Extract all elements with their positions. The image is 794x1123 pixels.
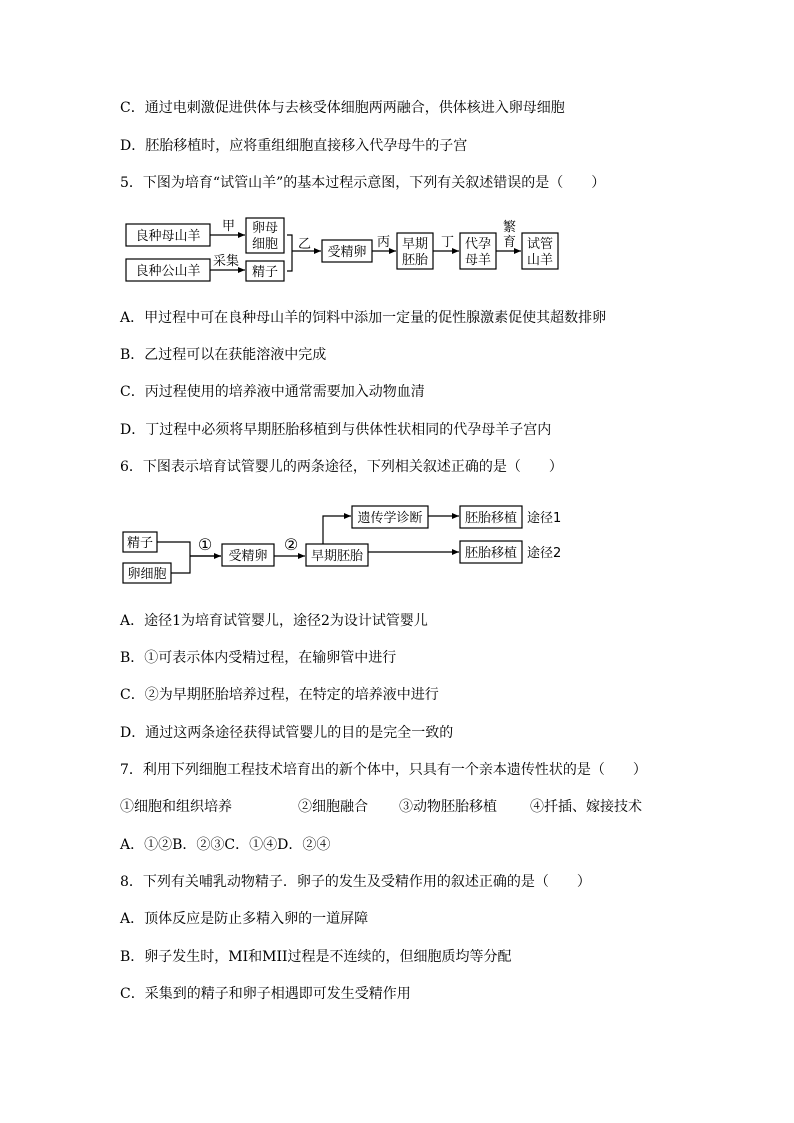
q6-box-genetic-diagnosis-text: 遗传学诊断 <box>357 511 423 526</box>
q6-option-d: D．通过这两条途径获得试管婴儿的目的是完全一致的 <box>120 725 454 741</box>
q5-box-oocyte-text-1: 卵母 <box>251 221 279 236</box>
q6-route-1-label: 途径1 <box>527 511 562 526</box>
q6-option-a: A．途径1为培育试管婴儿，途径2为设计试管婴儿 <box>120 613 428 629</box>
q5-label-bing: 丙 <box>377 235 391 250</box>
q6-option-b: B．①可表示体内受精过程，在输卵管中进行 <box>120 650 397 666</box>
q4-option-d: D．胚胎移植时，应将重组细胞直接移入代孕母牛的子宫 <box>120 138 468 154</box>
q5-label-fanyu-2: 育 <box>503 235 517 250</box>
q6-branch-up <box>323 516 351 544</box>
q7-item-3: ③动物胚胎移植 <box>399 799 497 815</box>
q5-box-zygote-text: 受精卵 <box>327 245 367 260</box>
q7-item-1: ①细胞和组织培养 <box>120 799 232 815</box>
q6-box-early-embryo-text: 早期胚胎 <box>310 549 364 564</box>
q5-label-fanyu-1: 繁 <box>503 220 517 235</box>
q6-box-sperm-text: 精子 <box>126 536 154 551</box>
q4-option-c: C．通过电刺激促进供体与去核受体细胞两两融合，供体核进入卵母细胞 <box>120 100 565 116</box>
q5-bracket <box>287 235 296 271</box>
q5-label-caiji: 采集 <box>213 254 240 269</box>
q5-stem: 5．下图为培育“试管山羊”的基本过程示意图，下列有关叙述错误的是（ ） <box>120 175 606 191</box>
q6-box-transfer-1-text: 胚胎移植 <box>464 511 518 526</box>
q7-item-4: ④扦插、嫁接技术 <box>530 799 642 815</box>
q5-box-male-goat-text: 良种公山羊 <box>135 264 201 279</box>
q6-diagram <box>120 500 580 585</box>
q5-box-sperm-text: 精子 <box>251 265 279 280</box>
q5-box-early-embryo-text-1: 早期 <box>401 237 429 252</box>
q8-option-c: C．采集到的精子和卵子相遇即可发生受精作用 <box>120 986 411 1002</box>
q8-option-a: A．顶体反应是防止多精入卵的一道屏障 <box>120 911 369 927</box>
q6-box-egg-text: 卵细胞 <box>127 567 167 582</box>
q7-item-2: ②细胞融合 <box>298 799 368 815</box>
q6-box-zygote-text: 受精卵 <box>228 549 268 564</box>
q5-box-surrogate-text-2: 母羊 <box>464 253 492 268</box>
q5-label-yi: 乙 <box>298 237 312 252</box>
q6-step-2: ② <box>283 535 299 554</box>
q7-stem: 7．利用下列细胞工程技术培育出的新个体中，只具有一个亲本遗传性状的是（ ） <box>120 762 647 778</box>
q5-box-test-tube-goat-text-2: 山羊 <box>526 253 554 268</box>
q5-diagram <box>120 212 570 287</box>
q5-box-early-embryo-text-2: 胚胎 <box>401 253 429 268</box>
q5-box-female-goat-text: 良种母山羊 <box>135 229 201 244</box>
q7-options: A．①②B．②③C．①④D．②④ <box>120 837 331 853</box>
q5-box-oocyte-text-2: 细胞 <box>251 237 279 252</box>
q6-step-1: ① <box>197 535 213 554</box>
q5-option-c: C．丙过程使用的培养液中通常需要加入动物血清 <box>120 384 425 400</box>
q6-box-transfer-2-text: 胚胎移植 <box>464 546 518 561</box>
q5-option-d: D．丁过程中必须将早期胚胎移植到与供体性状相同的代孕母羊子宫内 <box>120 422 552 438</box>
q6-stem: 6．下图表示培育试管婴儿的两条途径，下列相关叙述正确的是（ ） <box>120 459 563 475</box>
q5-option-a: A．甲过程中可在良种母山羊的饲料中添加一定量的促性腺激素促使其超数排卵 <box>120 310 607 326</box>
q6-route-2-label: 途径2 <box>527 546 562 561</box>
q5-box-test-tube-goat-text-1: 试管 <box>526 237 554 252</box>
q8-option-b: B．卵子发生时，MI和MII过程是不连续的，但细胞质均等分配 <box>120 949 512 965</box>
q5-label-jia: 甲 <box>222 219 236 234</box>
q6-option-c: C．②为早期胚胎培养过程，在特定的培养液中进行 <box>120 687 439 703</box>
q5-box-surrogate-text-1: 代孕 <box>464 237 492 252</box>
q8-stem: 8．下列有关哺乳动物精子．卵子的发生及受精作用的叙述正确的是（ ） <box>120 874 591 890</box>
q5-label-ding: 丁 <box>441 235 455 250</box>
q5-option-b: B．乙过程可以在获能溶液中完成 <box>120 347 327 363</box>
